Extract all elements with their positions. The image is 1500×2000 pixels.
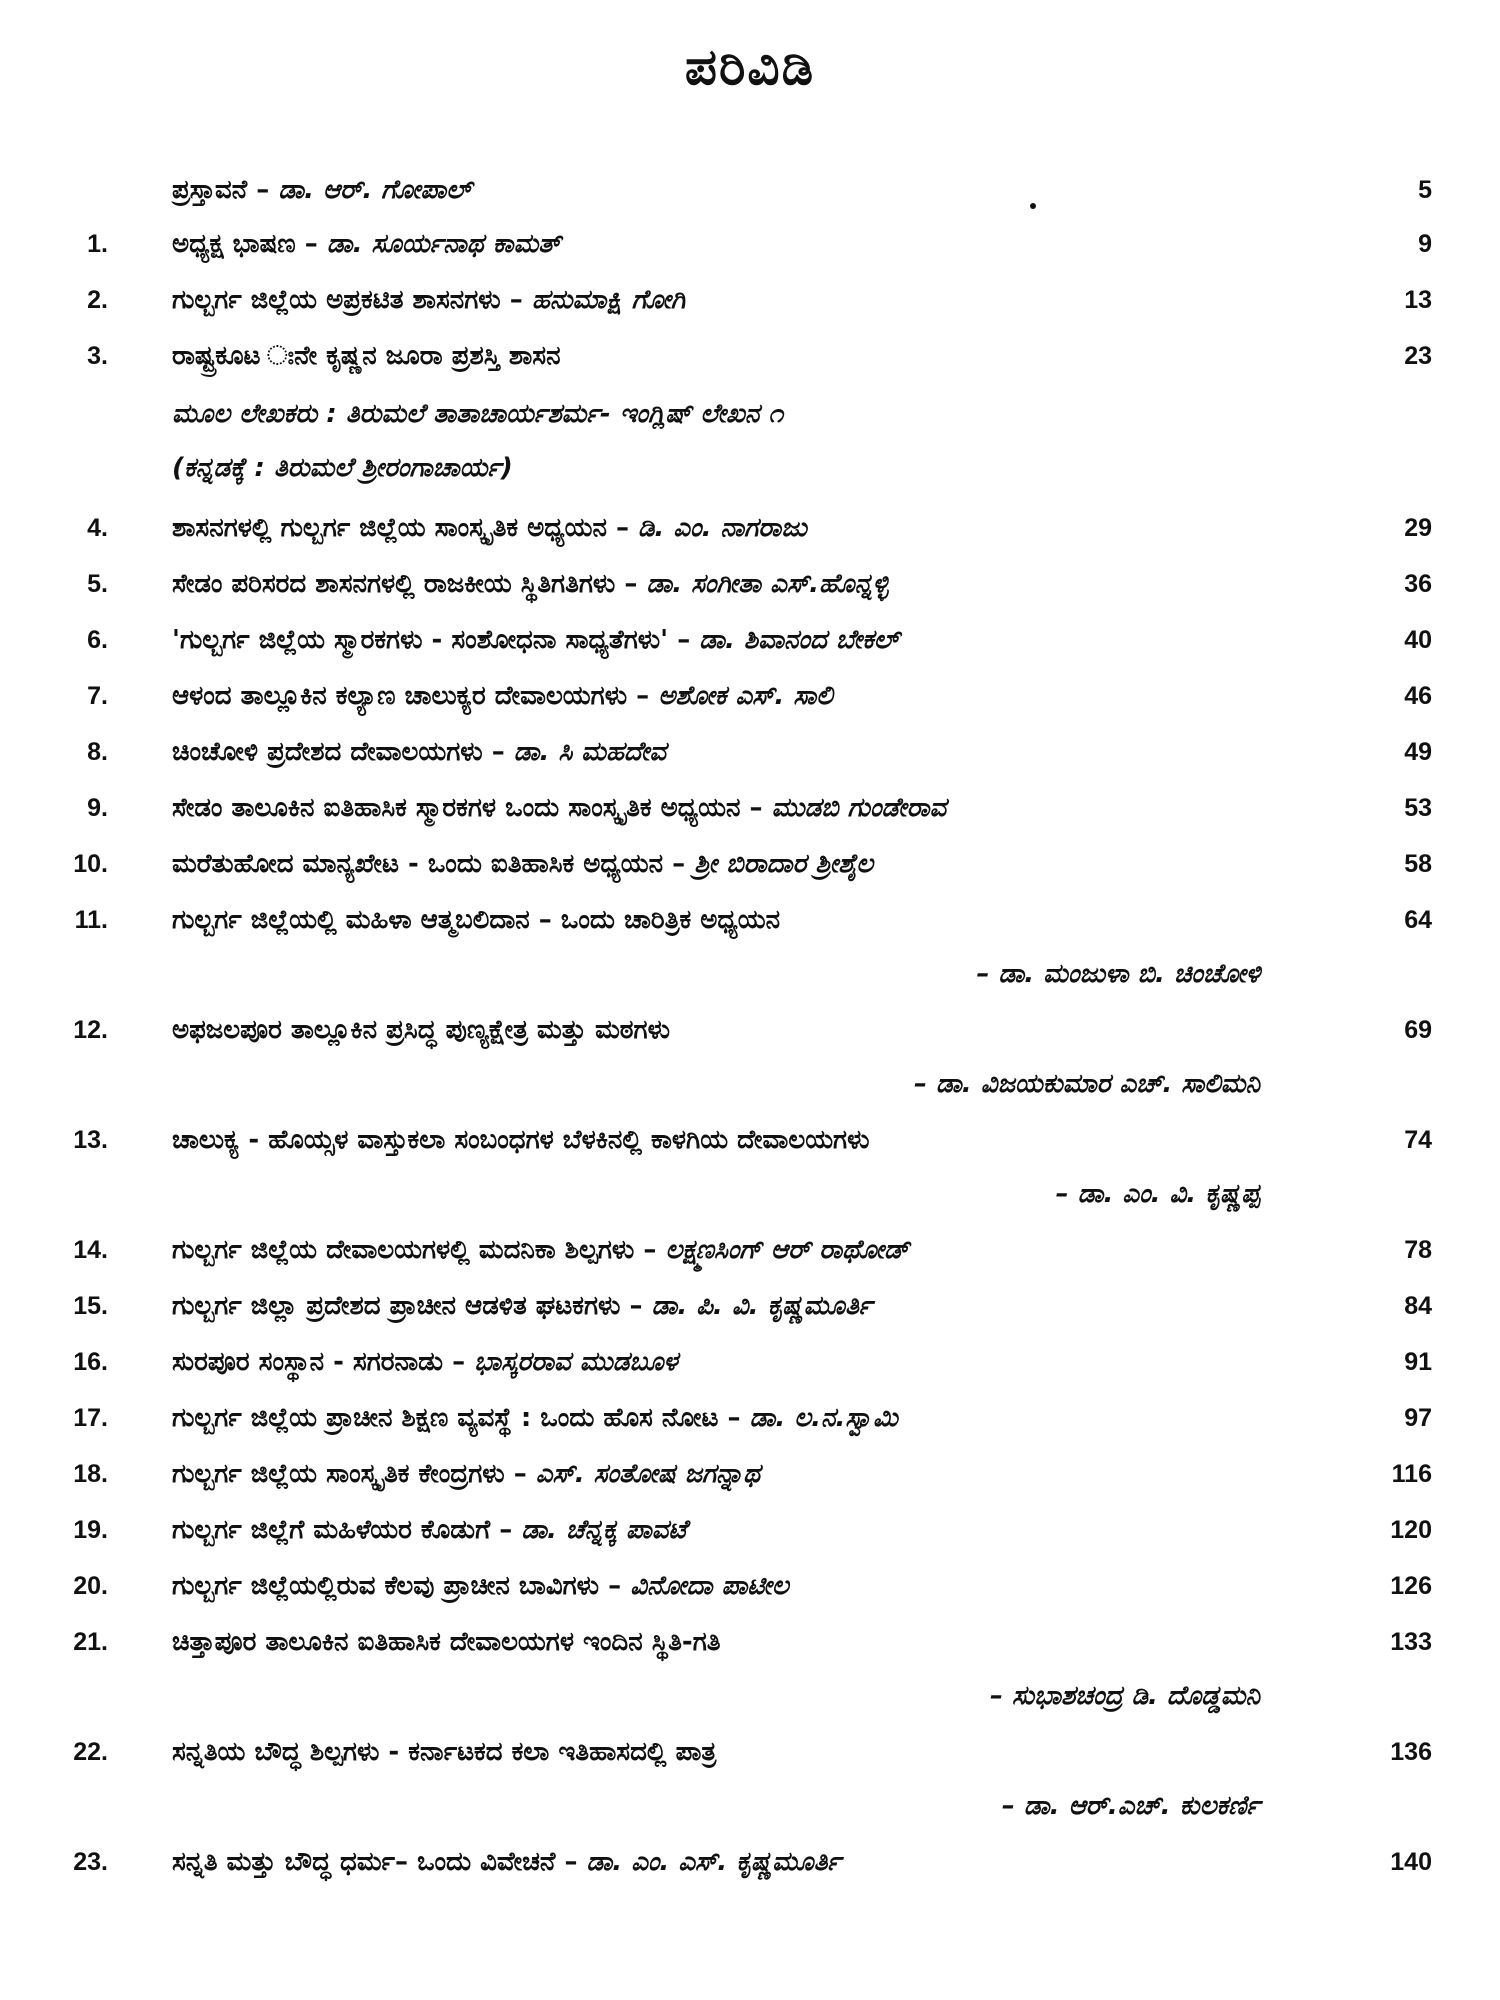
entry-title: ಶಾಸನಗಳಲ್ಲಿ ಗುಲ್ಬರ್ಗ ಜಿಲ್ಲೆಯ ಸಾಂಸ್ಕೃತಿಕ ಅಧ್ಯಯನ	[172, 513, 607, 543]
entry-author: ಡಾ. ಶಿವಾನಂದ ಬೇಕಲ್	[699, 625, 900, 655]
page-number: 126	[1390, 1572, 1432, 1600]
toc-row-author	[0, 1062, 1500, 1106]
entry-author: ವಿನೋದಾ ಪಾಟೀಲ	[630, 1571, 789, 1601]
separator: –	[629, 1291, 643, 1321]
page-number: 36	[1404, 570, 1432, 598]
entry-author: ಲಕ್ಷ್ಮಣಸಿಂಗ್ ಆರ್ ರಾಥೋಡ್	[665, 1235, 910, 1265]
toc-row	[0, 842, 1500, 886]
entry-author: ಡಾ. ಸೂರ್ಯನಾಥ ಕಾಮತ್	[326, 229, 561, 259]
entry-author: ಭಾಸ್ಕರರಾವ ಮುಡಬೂಳ	[474, 1347, 678, 1377]
entry-number: 22.	[73, 1738, 108, 1766]
toc-row	[0, 1452, 1500, 1496]
entry-number: 23.	[73, 1848, 108, 1876]
page-number: 74	[1404, 1126, 1432, 1154]
entry-title: ಪ್ರಸ್ತಾವನೆ	[172, 175, 248, 205]
toc-row-author	[0, 952, 1500, 996]
entry-number: 15.	[73, 1292, 108, 1320]
entry-number: 12.	[73, 1016, 108, 1044]
toc-row-author	[0, 1674, 1500, 1718]
entry-number: 13.	[73, 1126, 108, 1154]
page-number: 78	[1404, 1236, 1432, 1264]
entry-number: 19.	[73, 1516, 108, 1544]
page-number: 49	[1404, 738, 1432, 766]
toc-row	[0, 506, 1500, 550]
entry-title: ಸೇಡಂ ತಾಲೂಕಿನ ಐತಿಹಾಸಿಕ ಸ್ಮಾರಕಗಳ ಒಂದು ಸಾಂಸ್ಕೃತಿಕ ಅಧ್ಯಯನ	[172, 793, 741, 823]
entry-title: ಗುಲ್ಬರ್ಗ ಜಿಲ್ಲೆಯ ದೇವಾಲಯಗಳಲ್ಲಿ ಮದನಿಕಾ ಶಿಲ್ಪಗಳು	[172, 1235, 635, 1265]
entry-author: ಡಾ. ಸಂಗೀತಾ ಎಸ್.ಹೊನ್ನಳ್ಳಿ	[646, 569, 889, 599]
entry-number: 8.	[87, 738, 108, 766]
separator: –	[256, 175, 270, 205]
page-number: 23	[1404, 342, 1432, 370]
entry-title: ಅಧ್ಯಕ್ಷ ಭಾಷಣ	[172, 229, 296, 259]
separator: –	[491, 737, 505, 767]
separator: –	[499, 1515, 513, 1545]
entry-number: 20.	[73, 1572, 108, 1600]
separator: –	[564, 1847, 578, 1877]
separator: –	[452, 1347, 466, 1377]
page-title: ಪರಿವಿಡಿ	[684, 38, 816, 96]
page-number: 46	[1404, 682, 1432, 710]
entry-author: ಡಿ. ಎಂ. ನಾಗರಾಜು	[638, 513, 807, 543]
toc-row-author	[0, 1172, 1500, 1216]
entry-number: 17.	[73, 1404, 108, 1432]
entry-title: ಗುಲ್ಬರ್ಗ ಜಿಲ್ಲೆಯ ಪ್ರಾಚೀನ ಶಿಕ್ಷಣ ವ್ಯವಸ್ಥೆ : ಒಂದು ಹೊಸ ನೋಟ	[172, 1403, 719, 1433]
separator: –	[643, 1235, 657, 1265]
entry-title: ಸುರಪೂರ ಸಂಸ್ಥಾನ - ಸಗರನಾಡು	[172, 1347, 444, 1377]
entry-author: ಅಶೋಕ ಎಸ್. ಸಾಲಿ	[658, 681, 833, 711]
entry-number: 16.	[73, 1348, 108, 1376]
separator: –	[677, 625, 691, 655]
entry-title: ಅಫಜಲಪೂರ ತಾಲ್ಲೂಕಿನ ಪ್ರಸಿದ್ಧ ಪುಣ್ಯಕ್ಷೇತ್ರ ಮತ್ತು ಮಠಗಳು	[172, 1015, 670, 1045]
toc-row	[0, 674, 1500, 718]
entry-title: ಚಾಲುಕ್ಯ - ಹೊಯ್ಸಳ ವಾಸ್ತುಕಲಾ ಸಂಬಂಧಗಳ ಬೆಳಕಿನಲ್ಲಿ ಕಾಳಗಿಯ ದೇವಾಲಯಗಳು	[172, 1125, 870, 1155]
toc-row	[0, 562, 1500, 606]
entry-title: ಗುಲ್ಬರ್ಗ ಜಿಲ್ಲೆಯ ಸಾಂಸ್ಕೃತಿಕ ಕೇಂದ್ರಗಳು	[172, 1459, 505, 1489]
entry-title: ಗುಲ್ಬರ್ಗ ಜಿಲ್ಲೆಯಲ್ಲಿರುವ ಕೆಲವು ಪ್ರಾಚೀನ ಬಾವಿಗಳು	[172, 1571, 600, 1601]
entry-title: ಗುಲ್ಬರ್ಗ ಜಿಲ್ಲೆಯ ಅಪ್ರಕಟಿತ ಶಾಸನಗಳು	[172, 285, 501, 315]
entry-title: ಗುಲ್ಬರ್ಗ ಜಿಲ್ಲೆಯಲ್ಲಿ ಮಹಿಳಾ ಆತ್ಮಬಲಿದಾನ – ಒಂದು ಚಾರಿತ್ರಿಕ ಅಧ್ಯಯನ	[172, 905, 781, 935]
separator: –	[636, 681, 650, 711]
toc-row	[0, 334, 1500, 378]
entry-number: 4.	[87, 514, 108, 542]
separator: –	[513, 1459, 527, 1489]
entry-author: ಡಾ. ಚೆನ್ನಕ್ಕ ಪಾವಟೆ	[521, 1515, 687, 1545]
entry-author: ಎಸ್. ಸಂತೋಷ ಜಗನ್ನಾಥ	[535, 1459, 761, 1489]
toc-row	[0, 1340, 1500, 1384]
entry-number: 1.	[87, 230, 108, 258]
toc-row-subline	[0, 392, 1500, 436]
toc-row	[0, 898, 1500, 942]
entry-author: ಮುಡಬಿ ಗುಂಡೇರಾವ	[771, 793, 947, 823]
page-number: 29	[1404, 514, 1432, 542]
entry-author: ಹನುಮಾಕ್ಷಿ ಗೋಗಿ	[531, 285, 686, 315]
toc-row	[0, 1228, 1500, 1272]
separator: –	[509, 285, 523, 315]
page-number: 58	[1404, 850, 1432, 878]
page-number: 136	[1390, 1738, 1432, 1766]
entry-number: 3.	[87, 342, 108, 370]
entry-number: 2.	[87, 286, 108, 314]
entry-title: ಸನ್ನತಿಯ ಬೌದ್ಧ ಶಿಲ್ಪಗಳು - ಕರ್ನಾಟಕದ ಕಲಾ ಇತಿಹಾಸದಲ್ಲಿ ಪಾತ್ರ	[172, 1737, 717, 1767]
toc-row	[0, 1008, 1500, 1052]
page-number: 97	[1404, 1404, 1432, 1432]
toc-row	[0, 1508, 1500, 1552]
entry-number: 10.	[73, 850, 108, 878]
entry-title: ಸೇಡಂ ಪರಿಸರದ ಶಾಸನಗಳಲ್ಲಿ ರಾಜಕೀಯ ಸ್ಥಿತಿಗತಿಗಳು	[172, 569, 616, 599]
entry-title: 'ಗುಲ್ಬರ್ಗ ಜಿಲ್ಲೆಯ ಸ್ಮಾರಕಗಳು - ಸಂಶೋಧನಾ ಸಾಧ್ಯತೆಗಳು'	[172, 625, 669, 655]
page-number: 91	[1404, 1348, 1432, 1376]
entry-author: ಡಾ. ಲ.ನ.ಸ್ವಾಮಿ	[749, 1403, 898, 1433]
toc-row	[0, 730, 1500, 774]
page-number: 120	[1390, 1516, 1432, 1544]
toc-row	[0, 1396, 1500, 1440]
toc-row-author	[0, 1784, 1500, 1828]
entry-title: ಗುಲ್ಬರ್ಗ ಜಿಲ್ಲೆಗೆ ಮಹಿಳೆಯರ ಕೊಡುಗೆ	[172, 1515, 491, 1545]
entry-author: – ಡಾ. ಎಂ. ವಿ. ಕೃಷ್ಣಪ್ಪ	[1055, 1179, 1260, 1209]
separator: –	[727, 1403, 741, 1433]
entry-number: 14.	[73, 1236, 108, 1264]
separator: –	[672, 849, 686, 879]
entry-title: ರಾಷ್ಟ್ರಕೂಟ ಃನೇ ಕೃಷ್ಣನ ಜೂರಾ ಪ್ರಶಸ್ತಿ ಶಾಸನ	[172, 341, 561, 371]
page-number: 9	[1418, 230, 1432, 258]
page-number: 40	[1404, 626, 1432, 654]
toc-row	[0, 278, 1500, 322]
entry-author: – ಡಾ. ಆರ್.ಎಚ್. ಕುಲಕರ್ಣಿ	[1001, 1791, 1260, 1821]
toc-row-preface	[0, 168, 1500, 212]
toc-row	[0, 1840, 1500, 1884]
toc-row	[0, 222, 1500, 266]
entry-author: ಡಾ. ಪಿ. ವಿ. ಕೃಷ್ಣಮೂರ್ತಿ	[651, 1291, 873, 1321]
separator: –	[608, 1571, 622, 1601]
entry-number: 5.	[87, 570, 108, 598]
page-number: 133	[1390, 1628, 1432, 1656]
separator: –	[749, 793, 763, 823]
original-author-line: ಮೂಲ ಲೇಖಕರು : ತಿರುಮಲೆ ತಾತಾಚಾರ್ಯಶರ್ಮ- ಇಂಗ್ಲಿಷ್ ಲೇಖನ ೧	[172, 399, 783, 429]
page-number: 5	[1418, 176, 1432, 204]
toc-row-subline	[0, 446, 1500, 490]
entry-number: 7.	[87, 682, 108, 710]
toc-row	[0, 1620, 1500, 1664]
entry-title: ಮರೆತುಹೋದ ಮಾನ್ಯಖೇಟ - ಒಂದು ಐತಿಹಾಸಿಕ ಅಧ್ಯಯನ	[172, 849, 664, 879]
entry-title: ಚಿಂಚೋಳಿ ಪ್ರದೇಶದ ದೇವಾಲಯಗಳು	[172, 737, 483, 767]
toc-row	[0, 1118, 1500, 1162]
entry-number: 9.	[87, 794, 108, 822]
page-number: 13	[1404, 286, 1432, 314]
page-number: 116	[1391, 1460, 1432, 1488]
entry-number: 11.	[74, 906, 108, 934]
separator: –	[615, 513, 629, 543]
page-number: 84	[1404, 1292, 1432, 1320]
page-number: 53	[1404, 794, 1432, 822]
page-number: 64	[1404, 906, 1432, 934]
entry-title: ಚಿತ್ತಾಪೂರ ತಾಲೂಕಿನ ಐತಿಹಾಸಿಕ ದೇವಾಲಯಗಳ ಇಂದಿನ ಸ್ಥಿತಿ-ಗತಿ	[172, 1627, 721, 1657]
entry-number: 6.	[87, 626, 108, 654]
toc-row	[0, 1730, 1500, 1774]
entry-author: ಡಾ. ಆರ್. ಗೋಪಾಲ್	[278, 175, 472, 205]
page-number: 69	[1404, 1016, 1432, 1044]
separator: –	[624, 569, 638, 599]
translator-line: (ಕನ್ನಡಕ್ಕೆ : ತಿರುಮಲೆ ಶ್ರೀರಂಗಾಚಾರ್ಯ)	[172, 453, 513, 483]
entry-author: ಶ್ರೀ ಬಿರಾದಾರ ಶ್ರೀಶೈಲ	[694, 849, 874, 879]
entry-title: ಆಳಂದ ತಾಲ್ಲೂಕಿನ ಕಲ್ಯಾಣ ಚಾಲುಕ್ಯರ ದೇವಾಲಯಗಳು	[172, 681, 628, 711]
entry-author: – ಡಾ. ವಿಜಯಕುಮಾರ ಎಚ್. ಸಾಲಿಮನಿ	[913, 1069, 1260, 1099]
entry-author: ಡಾ. ಎಂ. ಎಸ್. ಕೃಷ್ಣಮೂರ್ತಿ	[586, 1847, 841, 1877]
page-number: 140	[1390, 1848, 1432, 1876]
entry-author: ಡಾ. ಸಿ ಮಹದೇವ	[513, 737, 667, 767]
separator: –	[304, 229, 318, 259]
entry-author: – ಸುಭಾಶಚಂದ್ರ ಡಿ. ದೊಡ್ಡಮನಿ	[990, 1681, 1260, 1711]
entry-title: ಸನ್ನತಿ ಮತ್ತು ಬೌದ್ಧ ಧರ್ಮ– ಒಂದು ವಿವೇಚನೆ	[172, 1847, 556, 1877]
entry-author: – ಡಾ. ಮಂಜುಳಾ ಬಿ. ಚಿಂಚೋಳಿ	[976, 959, 1260, 989]
entry-number: 18.	[73, 1460, 108, 1488]
toc-row	[0, 618, 1500, 662]
toc-row	[0, 786, 1500, 830]
toc-row	[0, 1564, 1500, 1608]
entry-number: 21.	[73, 1628, 108, 1656]
entry-title: ಗುಲ್ಬರ್ಗ ಜಿಲ್ಲಾ ಪ್ರದೇಶದ ಪ್ರಾಚೀನ ಆಡಳಿತ ಘಟಕಗಳು	[172, 1291, 621, 1321]
toc-row	[0, 1284, 1500, 1328]
